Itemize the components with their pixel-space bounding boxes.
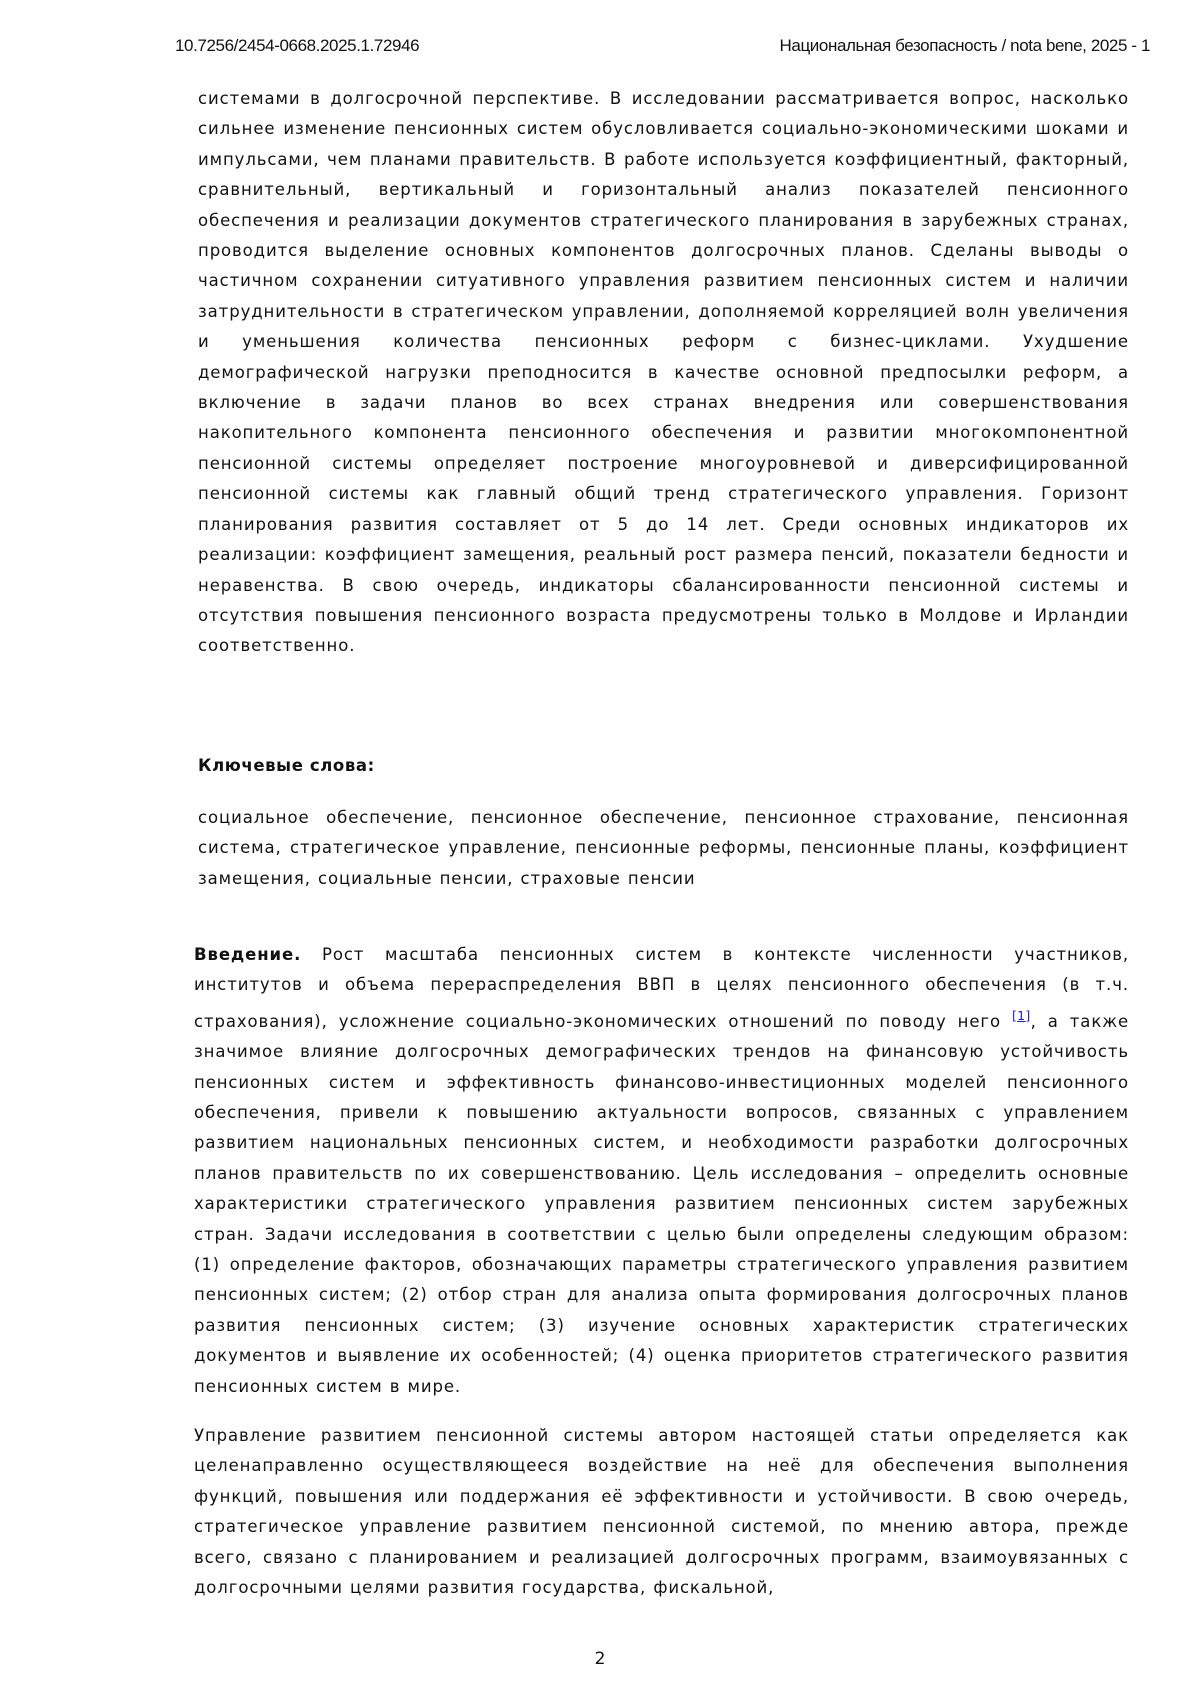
introduction-text-part2: , а также значимое влияние долгосрочных демографических трендов на финансовую устойчивость пенсионных систем и эффективность финансово-инвестиционных моделей пенсионного обеспечения, привели к повышению актуальности вопросов, связанных с управлением развитием национальных пенсионных систем, и необходимости разработки долгосрочных планов правительств по их совершенствованию. Цель исследования – определить основные характеристики стратегического управления развитием пенсионных систем зарубежных стран. Задачи исследования в соответствии с целью были определены следующим образом: (1) определение факторов, обозначающих параметры стратегического управления развитием пенсионных систем; (2) отбор стран для анализа опыта формирования долгосрочных планов развития пенсионных систем; (3) изучение основных характеристик стратегических документов и выявление их особенностей; (4) оценка приоритетов стратегического развития пенсионных систем в мире. xyxy=(194,1011,1130,1396)
running-header xyxy=(175,36,1150,62)
keywords-list: социальное обеспечение, пенсионное обеспечение, пенсионное страхование, пенсионная система, стратегическое управление, пенсионные реформы, пенсионные планы, коэффициент замещения, социальные пенсии, страховые пенсии xyxy=(198,808,1129,888)
page-number: 2 xyxy=(594,1649,606,1669)
introduction-paragraph xyxy=(194,940,1129,1402)
footnote-link-1[interactable]: [1] xyxy=(1011,1007,1031,1023)
introduction-text-part1: Рост масштаба пенсионных систем в контексте численности участников, институтов и объема перераспределения ВВП в целях пенсионного обеспечения (в т.ч. страхования), усложнение социально-экономических отношений по поводу него xyxy=(194,945,1129,1031)
keywords-heading: Ключевые слова: xyxy=(198,756,375,775)
journal-title: Национальная безопасность / nota bene, 2025 - 1 xyxy=(779,36,1150,55)
introduction-lead: Введение. xyxy=(194,945,302,964)
doi-text: 10.7256/2454-0668.2025.1.72946 xyxy=(175,36,420,55)
abstract-paragraph: системами в долгосрочной перспективе. В исследовании рассматривается вопрос, насколько сильнее изменение пенсионных систем обусловливается социально-экономическими шоками и импульсами, чем планами правительств. В работе используется коэффициентный, факторный, сравнительный, вертикальный и горизонтальный анализ показателей пенсионного обеспечения и реализации документов стратегического планирования в зарубежных странах, проводится выделение основных компонентов долгосрочных планов. Сделаны выводы о частичном сохранении ситуативного управления развитием пенсионных систем и наличии затруднительности в стратегическом управлении, дополняемой корреляцией волн увеличения и уменьшения количества пенсионных реформ с бизнес-циклами. Ухудшение демографической нагрузки преподносится в качестве основной предпосылки реформ, а включение в задачи планов во всех странах внедрения или совершенствования накопительного компонента пенсионного обеспечения и развитии многокомпонентной пенсионной системы определяет построение многоуровневой и диверсифицированной пенсионной системы как главный общий тренд стратегического управления. Горизонт планирования развития составляет от 5 до 14 лет. Среди основных индикаторов их реализации: коэффициент замещения, реальный рост размера пенсий, показатели бедности и неравенства. В свою очередь, индикаторы сбалансированности пенсионной системы и отсутствия повышения пенсионного возраста предусмотрены только в Молдове и Ирландии соответственно. xyxy=(198,89,1129,656)
body-paragraph: Управление развитием пенсионной системы автором настоящей статьи определяется как целенаправленно осуществляющееся воздействие на неё для обеспечения выполнения функций, повышения или поддержания её эффективности и устойчивости. В свою очередь, стратегическое управление развитием пенсионной системой, по мнению автора, прежде всего, связано с планированием и реализацией долгосрочных программ, взаимоувязанных с долгосрочными целями развития государства, фискальной, xyxy=(194,1426,1129,1598)
